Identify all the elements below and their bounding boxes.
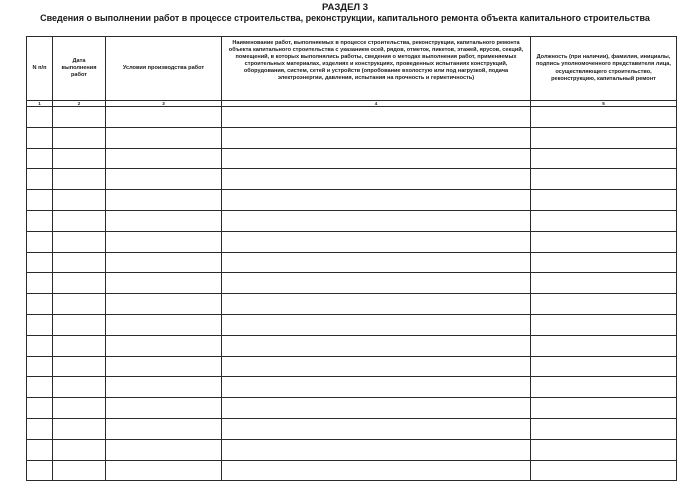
table-cell[interactable] (106, 335, 222, 356)
column-number-cell: 1 (27, 101, 53, 107)
table-cell[interactable] (531, 398, 677, 419)
table-cell[interactable] (531, 190, 677, 211)
table-cell[interactable] (106, 460, 222, 481)
section-title: РАЗДЕЛ 3 (321, 2, 368, 13)
table-row (27, 169, 677, 190)
table-cell[interactable] (106, 356, 222, 377)
table-cell[interactable] (222, 335, 531, 356)
table-cell[interactable] (27, 169, 53, 190)
table-cell[interactable] (53, 231, 106, 252)
table-row (27, 294, 677, 315)
table-cell[interactable] (222, 107, 531, 128)
table-cell[interactable] (53, 148, 106, 169)
table-cell[interactable] (106, 231, 222, 252)
table-cell[interactable] (27, 252, 53, 273)
column-number-cell: 5 (531, 101, 677, 107)
table-cell[interactable] (27, 273, 53, 294)
table-cell[interactable] (27, 314, 53, 335)
table-row (27, 252, 677, 273)
table-cell[interactable] (222, 148, 531, 169)
table-row (27, 335, 677, 356)
table-cell[interactable] (222, 190, 531, 211)
table-cell[interactable] (106, 418, 222, 439)
table-cell[interactable] (53, 460, 106, 481)
table-cell[interactable] (106, 252, 222, 273)
table-cell[interactable] (531, 231, 677, 252)
table-cell[interactable] (531, 273, 677, 294)
header-cell-works: Наименование работ, выполняемых в процессе строительства, реконструкции, капитального ремонта объекта капитального строительства с указанием осей, рядов, отметок, пикетов, этажей, ярусов, секций, помещений, в которых выполнялись работы, сведения о методах выполнения работ, применяемых строительных материалах, изделиях и конструкциях, проведенных испытаниях конструкций, оборудования, систем, сетей и устройств (опробование вхолостую или под нагрузкой, подача электроэнергии, давления, испытания на прочность и герметичность) (222, 37, 531, 101)
table-cell[interactable] (53, 127, 106, 148)
table-cell[interactable] (222, 439, 531, 460)
table-cell[interactable] (106, 398, 222, 419)
table-cell[interactable] (531, 460, 677, 481)
table-cell[interactable] (106, 210, 222, 231)
table-cell[interactable] (27, 107, 53, 128)
table-cell[interactable] (222, 418, 531, 439)
table-cell[interactable] (222, 356, 531, 377)
table-cell[interactable] (222, 314, 531, 335)
table-cell[interactable] (27, 377, 53, 398)
table-cell[interactable] (222, 169, 531, 190)
table-cell[interactable] (27, 439, 53, 460)
table-cell[interactable] (53, 190, 106, 211)
section-subtitle: Сведения о выполнении работ в процессе строительства, реконструкции, капитального ремонта объекта капитального строительства (40, 13, 650, 23)
table-cell[interactable] (106, 107, 222, 128)
table-row (27, 460, 677, 481)
table-cell[interactable] (27, 127, 53, 148)
table-cell[interactable] (53, 169, 106, 190)
table-cell[interactable] (53, 273, 106, 294)
table-cell[interactable] (531, 252, 677, 273)
table-row (27, 190, 677, 211)
table-cell[interactable] (27, 190, 53, 211)
table-cell[interactable] (53, 107, 106, 128)
table-cell[interactable] (106, 439, 222, 460)
table-cell[interactable] (53, 294, 106, 315)
table-cell[interactable] (53, 314, 106, 335)
table-cell[interactable] (27, 231, 53, 252)
table-header-row (27, 37, 677, 101)
table-cell[interactable] (531, 148, 677, 169)
table-cell[interactable] (222, 294, 531, 315)
table-cell[interactable] (27, 356, 53, 377)
table-row (27, 127, 677, 148)
table-cell[interactable] (531, 294, 677, 315)
table-row (27, 418, 677, 439)
table-cell[interactable] (53, 439, 106, 460)
table-cell[interactable] (106, 190, 222, 211)
table-row (27, 148, 677, 169)
work-log-table (26, 36, 677, 481)
table-cell[interactable] (106, 273, 222, 294)
table-row (27, 107, 677, 128)
table-cell[interactable] (531, 356, 677, 377)
table-cell[interactable] (27, 210, 53, 231)
table-cell[interactable] (106, 294, 222, 315)
table-cell[interactable] (222, 252, 531, 273)
table-cell[interactable] (531, 439, 677, 460)
table-cell[interactable] (53, 398, 106, 419)
table-cell[interactable] (53, 252, 106, 273)
table-cell[interactable] (53, 377, 106, 398)
header-cell-conditions: Условия производства работ (106, 37, 222, 101)
table-row (27, 231, 677, 252)
table-row (27, 439, 677, 460)
table-cell[interactable] (222, 127, 531, 148)
table-cell[interactable] (27, 294, 53, 315)
table-cell[interactable] (106, 314, 222, 335)
table-cell[interactable] (222, 460, 531, 481)
table-cell[interactable] (106, 148, 222, 169)
table-cell[interactable] (53, 418, 106, 439)
table-cell[interactable] (53, 335, 106, 356)
table-cell[interactable] (222, 231, 531, 252)
table-cell[interactable] (222, 273, 531, 294)
table-cell[interactable] (27, 148, 53, 169)
table-cell[interactable] (222, 210, 531, 231)
empty-rows (27, 107, 677, 481)
table-cell[interactable] (531, 314, 677, 335)
column-number-cell: 4 (222, 101, 531, 107)
table-cell[interactable] (222, 377, 531, 398)
table-cell[interactable] (27, 418, 53, 439)
column-number-cell: 2 (53, 101, 106, 107)
table-row (27, 210, 677, 231)
table-cell[interactable] (531, 169, 677, 190)
table-cell[interactable] (27, 460, 53, 481)
table-cell[interactable] (222, 398, 531, 419)
table-cell[interactable] (531, 335, 677, 356)
table-row (27, 356, 677, 377)
table-cell[interactable] (531, 210, 677, 231)
table-cell[interactable] (53, 356, 106, 377)
header-cell-number: N п/п (27, 37, 53, 101)
table-row (27, 377, 677, 398)
table-cell[interactable] (27, 335, 53, 356)
table-cell[interactable] (106, 127, 222, 148)
table-row (27, 398, 677, 419)
table-cell[interactable] (531, 107, 677, 128)
table-cell[interactable] (531, 127, 677, 148)
table-cell[interactable] (106, 169, 222, 190)
table-cell[interactable] (531, 418, 677, 439)
header-cell-representative: Должность (при наличии), фамилия, инициалы, подпись уполномоченного представителя лица, осуществляющего строительство, реконструкцию, капитальный ремонт (531, 37, 677, 101)
table-row (27, 314, 677, 335)
column-number-cell: 3 (106, 101, 222, 107)
table-cell[interactable] (27, 398, 53, 419)
table-cell[interactable] (106, 377, 222, 398)
table-row (27, 273, 677, 294)
table-cell[interactable] (53, 210, 106, 231)
header-cell-date: Дата выполнения работ (53, 37, 106, 101)
table-cell[interactable] (531, 377, 677, 398)
